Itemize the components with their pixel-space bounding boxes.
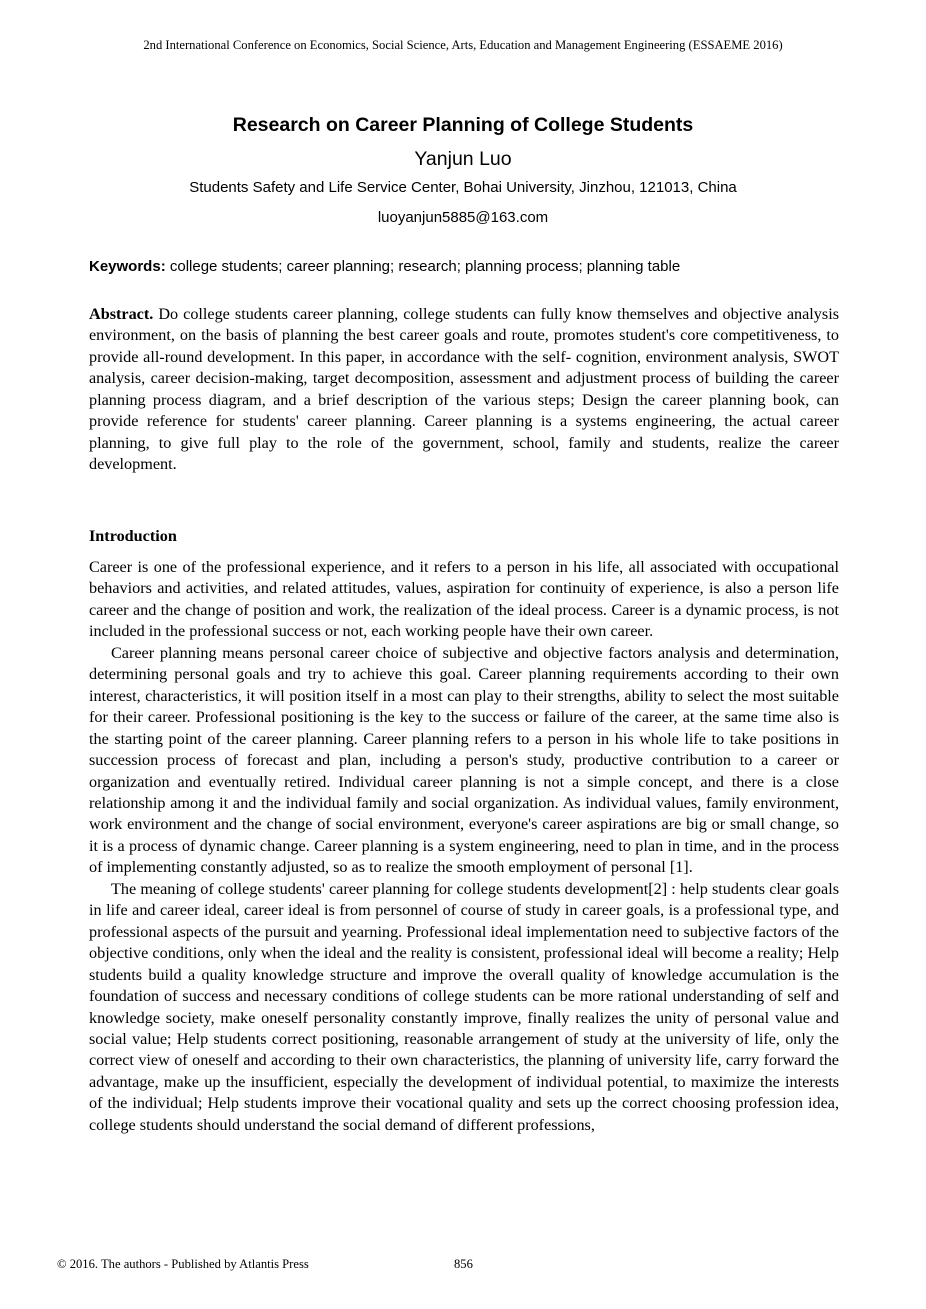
paragraph: Career planning means personal career choice of subjective and objective factors analysis and determination, determining personal goals and try to achieve this goal. Career planning requirements according to their own interest, characteristics, it will position itself in a most can play to their strengths, ability to select the most suitable for their career. Professional positioning is the key to the success or failure of the career, at the same time also is the starting point of the career planning. Career planning refers to a person in his whole life to take positions in succession process of forecast and plan, including a person's study, productive contribution to a career or organization and eventually retired. Individual career planning is not a simple concept, and there is a close relationship among it and the individual family and social organization. As individual values, family environment, work environment and the change of social environment, everyone's career aspirations are big or small change, so it is a process of dynamic change. Career planning is a system engineering, need to plan in time, and in the process of implementing constantly adjusted, so as to realize the smooth employment of personal [1].	[89, 643, 839, 877]
keywords-label: Keywords:	[89, 258, 166, 275]
author-email: luoyanjun5885@163.com	[377, 209, 549, 226]
author-name: Yanjun Luo	[414, 148, 512, 170]
paper-title: Research on Career Planning of College Students	[232, 114, 694, 136]
paragraph: The meaning of college students' career planning for college students development[2] : help students clear goals in life and career ideal, career ideal is from personnel of course of study in career goals, is a professional type, and professional aspects of the pursuit and yearning. Professional ideal implementation need to subjective factors of the objective conditions, only when the ideal and the reality is consistent, professional ideal will become a reality; Help students build a quality knowledge structure and improve the overall quality of knowledge accumulation is the foundation of success and necessary conditions of college students can be more rational understanding of self and knowledge society, make oneself personality constantly improve, finally realizes the unity of personal value and social value; Help students correct positioning, reasonable arrangement of study at the university of life, only the correct view of oneself and according to their own characteristics, the planning of university life, carry forward the advantage, make up the insufficient, especially the development of individual potential, to maximize the interests of the individual; Help students improve their vocational quality and sets up the correct choosing profession idea, college students should understand the social demand of different professions,	[89, 879, 839, 1134]
keywords-text: college students; career planning; research; planning process; planning table	[169, 258, 681, 275]
paragraph: Career is one of the professional experience, and it refers to a person in his life, all associated with occupational behaviors and activities, and related attitudes, values, aspiration for continuity of experience, is also a person life career and the change of position and work, the realization of the ideal process. Career is a dynamic process, is not included in the professional success or not, each working people have their own career.	[89, 558, 839, 641]
keywords	[89, 256, 839, 278]
title-block	[0, 112, 926, 229]
page-number: 856	[454, 1257, 473, 1271]
footer-copyright: © 2016. The authors - Published by Atlantis Press	[57, 1257, 309, 1271]
author-affiliation: Students Safety and Life Service Center, Bohai University, Jinzhou, 121013, China	[189, 179, 737, 196]
abstract-text: Do college students career planning, college students can fully know themselves and objective analysis environment, on the basis of planning the best career goals and route, promotes student's core competitiveness, to provide all-round development. In this paper, in accordance with the self- cognition, environment analysis, SWOT analysis, career decision-making, target decomposition, assessment and adjustment process of building the career planning process diagram, and a brief description of the various steps; Design the career planning book, can provide reference for students' career planning. Career planning is a systems engineering, the actual career planning, to give full play to the role of the government, school, family and students, realize the career development.	[89, 305, 839, 474]
conference-header: 2nd International Conference on Economics, Social Science, Arts, Education and Management Engineering (ESSAEME 2016)	[143, 38, 783, 52]
introduction-body	[89, 557, 839, 1136]
section-heading-introduction: Introduction	[89, 527, 177, 545]
abstract	[89, 304, 839, 476]
abstract-label: Abstract.	[89, 305, 154, 323]
